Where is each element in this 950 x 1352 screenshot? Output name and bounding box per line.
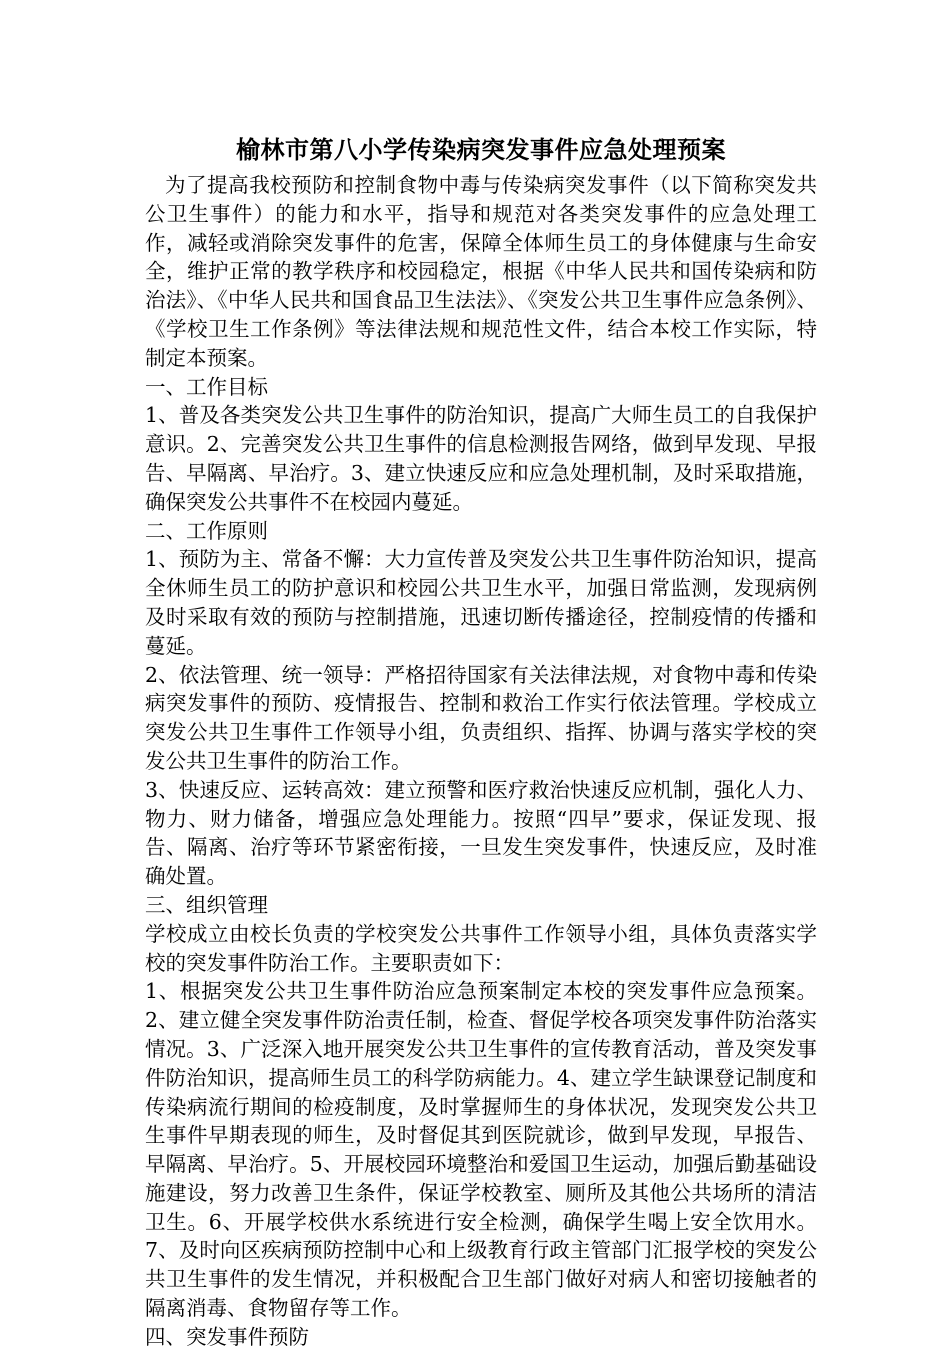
section-heading-principles: 二、工作原则: [145, 518, 268, 543]
intro-paragraph: 为了提高我校预防和控制食物中毒与传染病突发事件（以下简称突发共公卫生事件）的能力和水平，指导和规范对各类突发事件的应急处理工作，减轻或消除突发事件的危害，保障全体师生员工的身体健康与生命安全，维护正常的教学秩序和校园稳定，根据《中华人民共和国传染病和防治法》、《中华人民共和国食品卫生法法》、《突发公共卫生事件应急条例》、《学校卫生工作条例》等法律法规和规范性文件，结合本校工作实际，特制定本预案。: [145, 173, 817, 370]
document-title: 榆林市第八小学传染病突发事件应急处理预案: [236, 136, 726, 164]
section-heading-organization: 三、组织管理: [145, 892, 268, 917]
document-page: [145, 125, 817, 1352]
section-heading-prevention: 四、突发事件预防: [145, 1324, 309, 1349]
goals-paragraph: 1、普及各类突发公共卫生事件的防治知识，提高广大师生员工的自我保护意识。2、完善突发公共卫生事件的信息检测报告网络，做到早发现、早报告、早隔离、早治疗。3、建立快速反应和应急处理机制，及时采取措施，确保突发公共事件不在校园内蔓延。: [145, 403, 817, 514]
section-heading-goals: 一、工作目标: [145, 374, 268, 399]
organization-paragraph: 学校成立由校长负责的学校突发公共事件工作领导小组，具体负责落实学校的突发事件防治工作。主要职责如下：: [145, 921, 817, 975]
principle-paragraph-1: 1、预防为主、常备不懈：大力宣传普及突发公共卫生事件防治知识，提高全休师生员工的防护意识和校园公共卫生水平，加强日常监测，发现病例及时采取有效的预防与控制措施，迅速切断传播途径，控制疫情的传播和蔓延。: [145, 547, 817, 658]
principle-paragraph-3: 3、快速反应、运转高效：建立预警和医疗救治快速反应机制，强化人力、物力、财力储备，增强应急处理能力。按照“四早”要求，保证发现、报告、隔离、治疗等环节紧密衔接，一旦发生突发事件，快速反应，及时准确处置。: [145, 777, 817, 889]
duties-paragraph: 1、根据突发公共卫生事件防治应急预案制定本校的突发事件应急预案。2、建立健全突发事件防治责任制，检查、督促学校各项突发事件防治落实情况。3、广泛深入地开展突发公共卫生事件的宣传教育活动，普及突发事件防治知识，提高师生员工的科学防病能力。4、建立学生缺课登记制度和传染病流行期间的检疫制度，及时掌握师生的身体状况，发现突发公共卫生事件早期表现的师生，及时督促其到医院就诊，做到早发现，早报告、早隔离、早治疗。5、开展校园环境整治和爱国卫生运动，加强后勤基础设施建设，努力改善卫生条件，保证学校教室、厕所及其他公共场所的清洁卫生。6、开展学校供水系统进行安全检测，确保学生喝上安全饮用水。7、及时向区疾病预防控制中心和上级教育行政主管部门汇报学校的突发公共卫生事件的发生情况，并积极配合卫生部门做好对病人和密切接触者的隔离消毒、食物留存等工作。: [145, 979, 817, 1321]
principle-paragraph-2: 2、依法管理、统一领导：严格招待国家有关法律法规，对食物中毒和传染病突发事件的预防、疫情报告、控制和救治工作实行依法管理。学校成立突发公共卫生事件工作领导小组，负责组织、指挥、协调与落实学校的突发公共卫生事件的防治工作。: [145, 662, 817, 773]
